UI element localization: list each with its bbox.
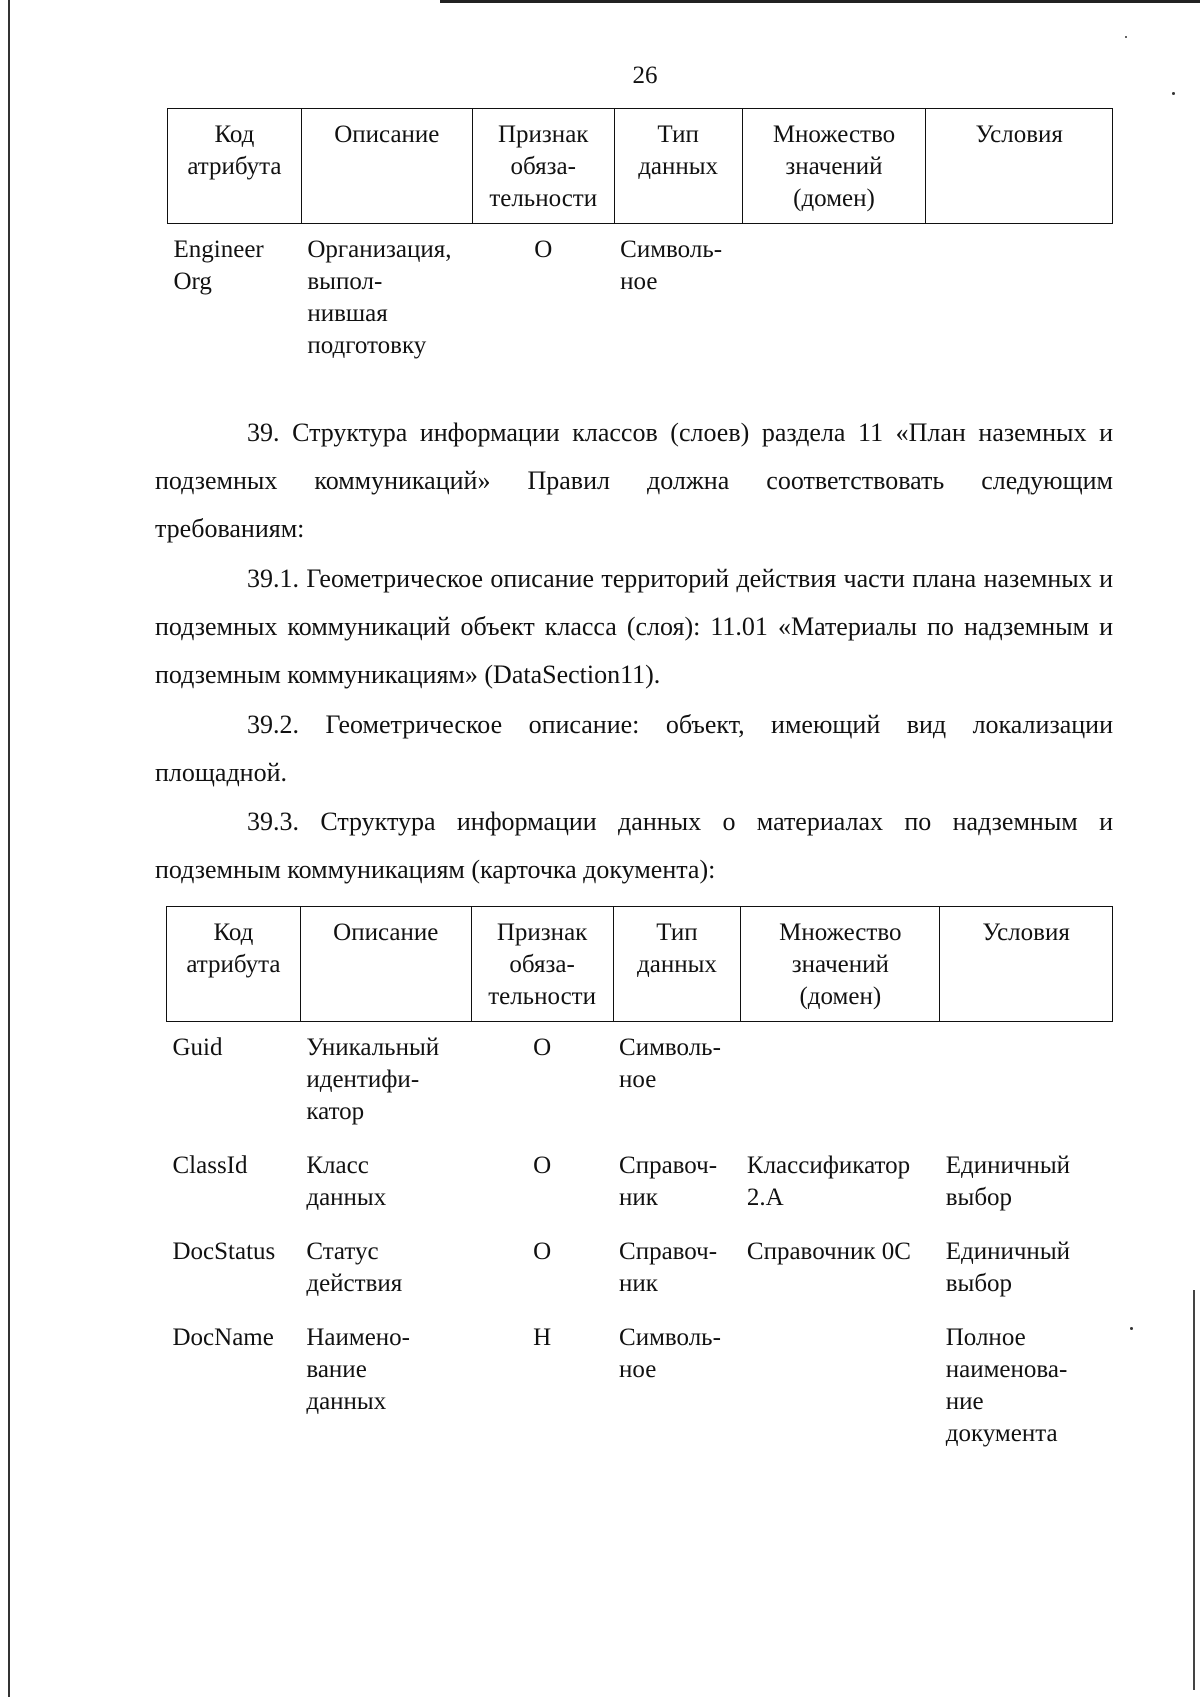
cell-type: Символь- ное <box>619 1034 721 1093</box>
scan-border-right <box>1193 1290 1195 1690</box>
table-row <box>168 224 1113 363</box>
header-domain: Множество значений (домен) <box>741 907 940 1022</box>
paragraph-39-1-text: 39.1. Геометрическое описание территорий действия части плана наземных и подземных коммуникаций объект класса (слоя): 11.01 «Материалы по надземным и подземным коммуникациям» (DataSection11). <box>155 564 1113 689</box>
paragraph-39-1 <box>155 555 1113 699</box>
header-conditions: Условия <box>940 907 1113 1022</box>
cell-required: О <box>533 1034 552 1061</box>
cell-required: Н <box>533 1324 552 1351</box>
cell-conditions <box>926 224 1113 363</box>
header-attribute-code: Код атрибута <box>168 109 302 224</box>
table-header-row <box>168 109 1113 224</box>
paragraph-39-text: 39. Структура информации классов (слоев) раздела 11 «План наземных и подземных коммуникаций» Правил должна соответствовать следующим требованиям: <box>155 418 1113 543</box>
cell-domain: Справочник 0С <box>746 1238 911 1265</box>
scan-speck <box>1172 92 1175 95</box>
table-header-row <box>167 907 1113 1022</box>
paragraph-39-3 <box>155 798 1113 894</box>
cell-conditions: Единичный выбор <box>945 1152 1070 1211</box>
cell-conditions: Полное наименова- ние документа <box>945 1324 1068 1447</box>
cell-description: Класс данных <box>306 1152 387 1211</box>
cell-description: Уникальный идентифи- катор <box>306 1034 440 1125</box>
header-description: Описание <box>301 109 472 224</box>
cell-description: Статус действия <box>306 1238 403 1297</box>
header-required: Признак обяза- тельности <box>471 907 613 1022</box>
cell-code: DocStatus <box>172 1238 276 1265</box>
cell-required: О <box>534 236 553 263</box>
attribute-table-document-card <box>166 906 1113 1450</box>
cell-code: DocName <box>172 1324 274 1351</box>
cell-conditions: Единичный выбор <box>945 1238 1070 1297</box>
table-row <box>167 1322 1113 1450</box>
cell-domain <box>741 1022 940 1151</box>
cell-description: Наимено- вание данных <box>306 1324 411 1415</box>
table-row <box>167 1150 1113 1236</box>
scan-border-top <box>440 0 1200 3</box>
cell-type: Символь- ное <box>619 1324 721 1383</box>
header-conditions: Условия <box>926 109 1113 224</box>
cell-domain <box>741 1322 940 1450</box>
cell-required: О <box>533 1238 552 1265</box>
paragraph-39 <box>155 409 1113 553</box>
cell-code: Guid <box>172 1034 223 1061</box>
header-attribute-code: Код атрибута <box>167 907 301 1022</box>
table-row <box>167 1022 1113 1151</box>
scan-speck <box>1125 36 1127 38</box>
paragraph-39-3-text: 39.3. Структура информации данных о материалах по надземным и подземным коммуникациям (карточка документа): <box>155 807 1113 884</box>
scan-speck <box>1130 1327 1133 1330</box>
cell-domain: Классификатор 2.А <box>746 1152 911 1211</box>
cell-code: Engineer Org <box>173 236 264 295</box>
header-domain: Множество значений (домен) <box>742 109 926 224</box>
cell-code: ClassId <box>172 1152 248 1179</box>
paragraph-39-2-text: 39.2. Геометрическое описание: объект, имеющий вид локализации площадной. <box>155 710 1113 787</box>
header-data-type: Тип данных <box>613 907 741 1022</box>
cell-type: Справоч- ник <box>619 1238 718 1297</box>
cell-type: Символь- ное <box>620 236 723 295</box>
paragraph-39-2 <box>155 701 1113 797</box>
cell-description: Организация, выпол- нившая подготовку <box>307 236 452 359</box>
header-data-type: Тип данных <box>614 109 742 224</box>
header-description: Описание <box>300 907 471 1022</box>
attribute-table-engineer-org <box>167 108 1113 362</box>
cell-type: Справоч- ник <box>619 1152 718 1211</box>
table-row <box>167 1236 1113 1322</box>
header-required: Признак обяза- тельности <box>472 109 614 224</box>
cell-required: О <box>533 1152 552 1179</box>
cell-domain <box>742 224 926 363</box>
page-number: 26 <box>632 62 658 89</box>
cell-conditions <box>940 1022 1113 1151</box>
scan-border-left <box>8 0 10 1697</box>
